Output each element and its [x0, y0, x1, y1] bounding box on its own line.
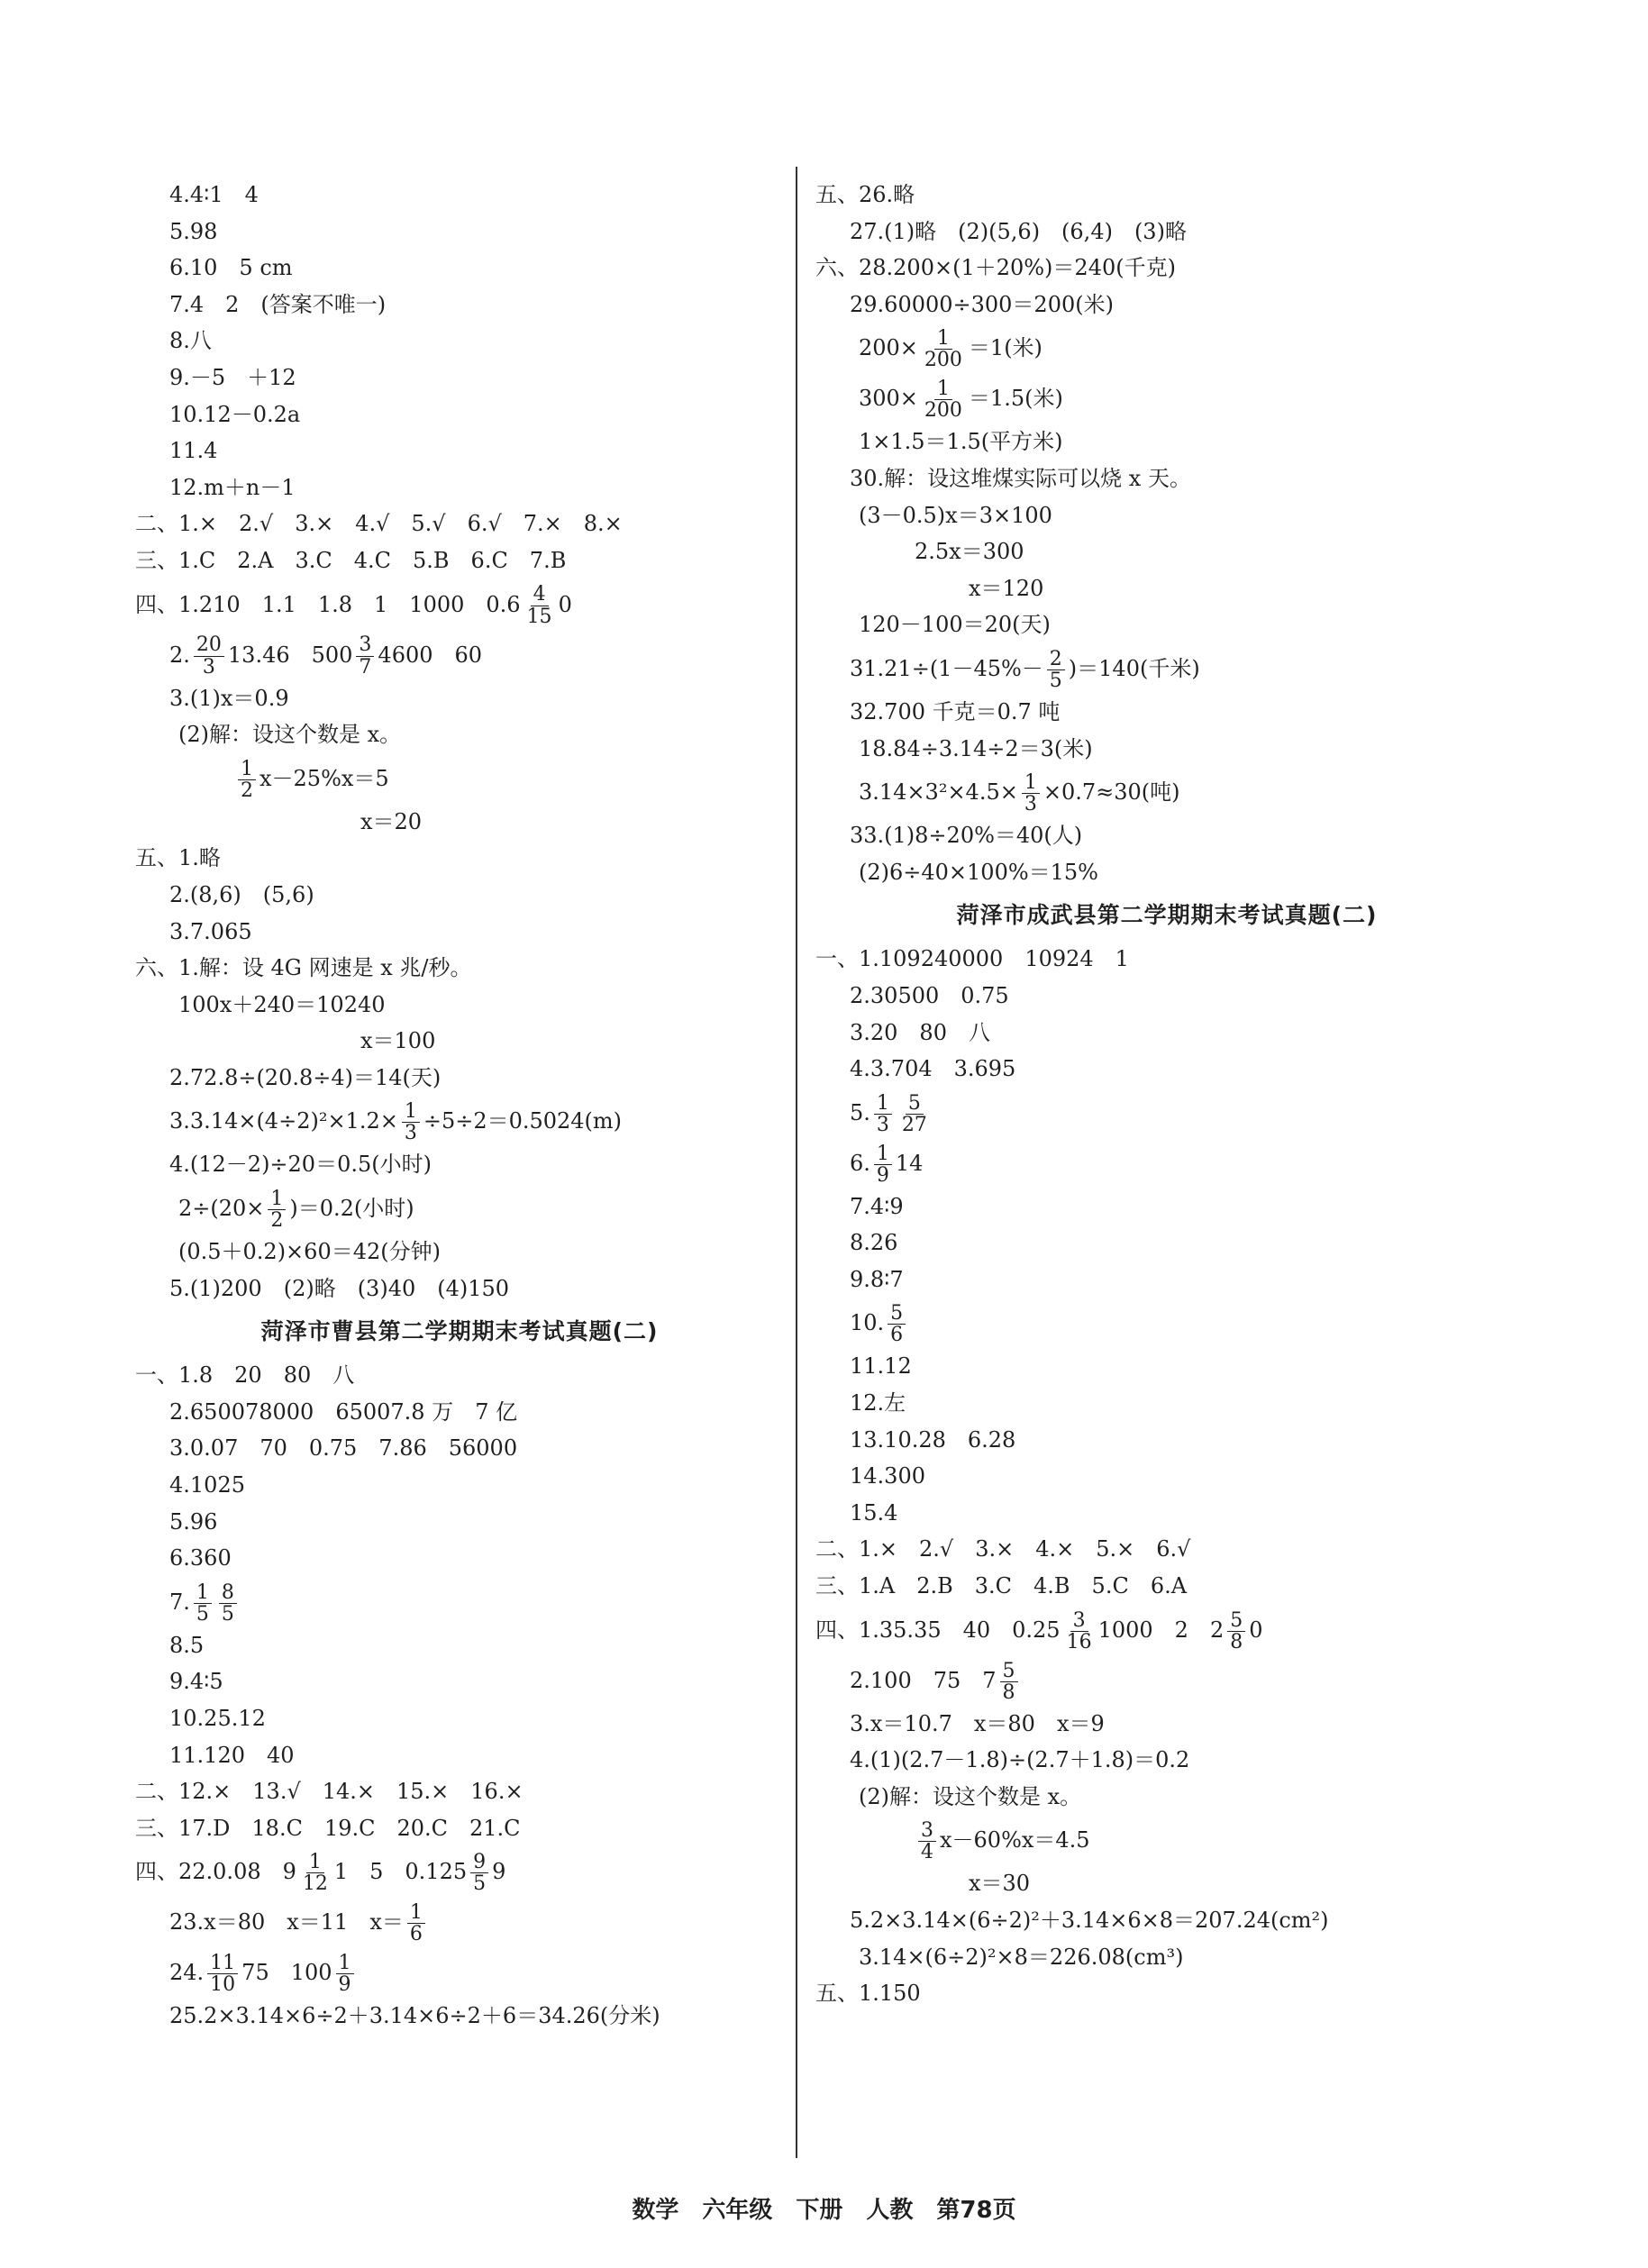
answer-line [135, 323, 784, 360]
answer-line [815, 1865, 1518, 1902]
answer-line [135, 987, 784, 1024]
answer-text: 11.120 40 [169, 1742, 295, 1768]
answer-line [815, 177, 1518, 214]
answer-line [135, 1627, 784, 1664]
answer-text: 33.(1)8÷20%＝40(人) [850, 823, 1083, 849]
answer-text: 二、12.× 13.√ 14.× 15.× 16.× [135, 1779, 524, 1805]
denominator: 3 [1024, 793, 1037, 816]
answer-text: 2.650078000 65007.8 万 7 亿 [169, 1398, 518, 1425]
answer-line [135, 506, 784, 542]
answer-line [135, 287, 784, 323]
answer-line [135, 1737, 784, 1774]
answer-line [135, 1146, 784, 1183]
answer-line [815, 1495, 1518, 1532]
answer-text: (0.5＋0.2)×60＝42(分钟) [178, 1239, 441, 1265]
answer-text: 13.46 500 [227, 642, 353, 668]
denominator: 10 [210, 1973, 236, 1997]
answer-line [815, 1348, 1518, 1385]
fraction [524, 584, 555, 626]
answer-text: 五、1.150 [815, 1981, 921, 2007]
denominator: 200 [924, 399, 962, 423]
answer-line [815, 606, 1518, 643]
fraction [874, 1093, 892, 1135]
numerator: 2 [1047, 649, 1065, 670]
denominator: 2 [241, 779, 253, 802]
answer-line [815, 1189, 1518, 1225]
answer-text: 五、1.略 [135, 845, 221, 871]
answer-text: )＝0.2(小时) [289, 1196, 414, 1222]
answer-text: 3.7.065 [169, 918, 252, 944]
answer-text: 3.x＝10.7 x＝80 x＝9 [850, 1710, 1105, 1736]
answer-text: 4600 60 [378, 642, 483, 668]
answer-text: 四、1.210 1.1 1.8 1 1000 0.6 [135, 591, 521, 617]
answer-line [815, 570, 1518, 607]
answer-text: x＝30 [969, 1871, 1031, 1897]
answer-text: 2.100 75 7 [850, 1667, 997, 1693]
answer-line [815, 817, 1518, 854]
answer-text: 10.25.12 [169, 1706, 266, 1731]
answer-text: 六、1.解：设 4G 网速是 x 兆/秒。 [135, 955, 472, 981]
answer-line [135, 1060, 784, 1097]
denominator: 8 [1002, 1681, 1015, 1704]
answer-text: 一、1.109240000 10924 1 [815, 946, 1129, 972]
denominator: 5 [473, 1872, 487, 1896]
fraction [1022, 772, 1040, 815]
answer-line [815, 1385, 1518, 1422]
answer-line [815, 731, 1518, 768]
numerator: 1 [1022, 772, 1040, 794]
answer-line [135, 1773, 784, 1810]
numerator: 3 [1070, 1610, 1088, 1632]
answer-text: 四、22.0.08 9 [135, 1859, 296, 1885]
answer-line [135, 877, 784, 914]
answer-text: 24. [169, 1960, 205, 1986]
answer-text: 8.5 [169, 1632, 205, 1658]
answer-line [135, 1023, 784, 1060]
denominator: 7 [359, 655, 372, 679]
answer-text: 4.1025 [169, 1472, 245, 1498]
answer-line [135, 1577, 784, 1627]
answer-text: 9.4∶5 [169, 1669, 223, 1695]
answer-text: (2)解：设这个数是 x。 [859, 1783, 1082, 1809]
answer-text: x－60%x＝4.5 [940, 1827, 1090, 1854]
numerator: 1 [874, 1143, 892, 1165]
answer-text: 5.2×3.14×(6÷2)²＋3.14×6×8＝207.24(cm²) [850, 1908, 1329, 1933]
denominator: 12 [302, 1872, 328, 1896]
numerator: 1 [238, 759, 256, 780]
answer-line [815, 287, 1518, 323]
answer-text: 12.左 [850, 1390, 906, 1416]
fraction [219, 1582, 237, 1625]
answer-line [135, 1096, 784, 1146]
answer-line [135, 1430, 784, 1467]
answer-line [135, 1271, 784, 1307]
answer-text: 5.96 [169, 1508, 218, 1535]
numerator: 9 [470, 1852, 488, 1873]
answer-line [135, 177, 784, 214]
answer-text: ＝1.5(米) [968, 386, 1063, 412]
denominator: 5 [221, 1602, 234, 1626]
answer-text: 4.3.704 3.695 [850, 1056, 1016, 1082]
denominator: 16 [1066, 1630, 1092, 1653]
answer-line [815, 1742, 1518, 1779]
answer-line [815, 1568, 1518, 1605]
answer-line [135, 1394, 784, 1431]
answer-text: ×0.7≈30(吨) [1043, 779, 1180, 806]
fraction [268, 1189, 286, 1231]
fraction [899, 1093, 930, 1135]
answer-text: 5.98 [169, 218, 218, 244]
answer-line [135, 1467, 784, 1504]
answer-text: 10.12－0.2a [169, 401, 301, 427]
answer-line [135, 1357, 784, 1394]
answer-text: (2)6÷40×100%＝15% [859, 859, 1098, 885]
answer-line [815, 373, 1518, 424]
answer-line [815, 854, 1518, 891]
fraction [238, 759, 256, 801]
answer-text: 3.14×3²×4.5× [859, 779, 1018, 806]
answer-line [815, 1975, 1518, 2012]
answer-line [815, 323, 1518, 373]
answer-text: 100x＋240＝10240 [178, 991, 386, 1017]
denominator: 6 [890, 1324, 904, 1347]
answer-text: 4.(1)(2.7－1.8)÷(2.7＋1.8)＝0.2 [850, 1747, 1190, 1773]
page-footer: 数学 六年级 下册 人教 第78页 [632, 2197, 1016, 2224]
answer-text: 3.3.14×(4÷2)²×1.2× [169, 1108, 398, 1134]
answer-line [815, 497, 1518, 534]
numerator: 1 [407, 1902, 425, 1924]
answer-text: 二、1.× 2.√ 3.× 4.× 5.× 6.√ [815, 1536, 1191, 1562]
section-heading [135, 1307, 784, 1357]
answer-text: 五、26.略 [815, 182, 915, 207]
answer-text: 32.700 千克＝0.7 吨 [850, 698, 1061, 724]
answer-text: 1 5 0.125 [333, 1859, 468, 1885]
fraction [1064, 1610, 1095, 1653]
answer-text: 12.m＋n－1 [169, 474, 296, 500]
answer-line [815, 1779, 1518, 1816]
answer-line [135, 1810, 784, 1847]
answer-line [135, 433, 784, 469]
numerator: 1 [934, 328, 952, 350]
answer-text: 三、1.A 2.B 3.C 4.B 5.C 6.A [815, 1573, 1188, 1599]
answer-column-right [815, 177, 1518, 2012]
answer-text: 75 100 [241, 1960, 332, 1986]
denominator: 2 [270, 1209, 284, 1233]
section-heading [815, 890, 1518, 941]
answer-text: 2.72.8÷(20.8÷4)＝14(天) [169, 1064, 442, 1090]
numerator: 1 [336, 1953, 354, 1974]
denominator: 6 [409, 1923, 423, 1946]
answer-line [135, 579, 784, 630]
answer-line [815, 1298, 1518, 1348]
answer-text: 2.30500 0.75 [850, 982, 1009, 1008]
answer-text: 3.14×(6÷2)²×8＝226.08(cm³) [859, 1944, 1184, 1970]
answer-text: ＝1(米) [968, 335, 1043, 361]
answer-text: 18.84÷3.14÷2＝3(米) [859, 735, 1093, 761]
fraction [922, 378, 965, 421]
answer-text: 9 [492, 1859, 506, 1885]
answer-line [135, 396, 784, 433]
answer-line [815, 941, 1518, 978]
fraction [407, 1902, 425, 1945]
answer-text: 15.4 [850, 1499, 898, 1526]
answer-line [135, 1504, 784, 1541]
answer-line [135, 1998, 784, 2035]
answer-line [815, 978, 1518, 1015]
answer-text: 120－100＝20(天) [859, 612, 1051, 638]
answer-text: 11.12 [850, 1353, 912, 1380]
numerator: 4 [531, 584, 549, 606]
answer-text: 6. [850, 1150, 870, 1176]
answer-line [815, 1458, 1518, 1495]
answer-text: 0 [558, 591, 572, 617]
fraction [1000, 1661, 1018, 1703]
answer-text: 3.20 80 八 [850, 1019, 990, 1045]
denominator: 4 [921, 1841, 933, 1864]
answer-line [815, 1262, 1518, 1298]
fraction [888, 1303, 906, 1345]
answer-text: 3.0.07 70 0.75 7.86 56000 [169, 1435, 518, 1462]
denominator: 5 [196, 1602, 209, 1626]
answer-text: 1×1.5＝1.5(平方米) [859, 429, 1063, 455]
answer-text: 4.(12－2)÷20＝0.5(小时) [169, 1152, 432, 1178]
answer-text: 一、1.8 20 80 八 [135, 1362, 355, 1389]
answer-line [135, 1183, 784, 1234]
answer-line [135, 1234, 784, 1271]
answer-text: 31.21÷(1－45%－ [850, 655, 1043, 681]
answer-text: 14.300 [850, 1463, 925, 1489]
answer-line [135, 630, 784, 680]
numerator: 1 [268, 1189, 286, 1210]
denominator: 15 [526, 605, 552, 628]
answer-text: 1000 2 2 [1097, 1617, 1225, 1643]
answer-text: 300× [859, 386, 918, 412]
answer-text: 7.4∶9 [850, 1193, 904, 1219]
answer-line [135, 214, 784, 250]
answer-text: 7.4 2 (答案不唯一) [169, 291, 387, 317]
answer-line [135, 250, 784, 287]
answer-line [135, 1846, 784, 1897]
answer-line [815, 533, 1518, 570]
answer-text: 9.8∶7 [850, 1266, 904, 1292]
answer-text: 菏泽市成武县第二学期期末考试真题(二) [956, 902, 1378, 929]
fraction [470, 1852, 488, 1894]
answer-text: 9.－5 ＋12 [169, 364, 296, 390]
answer-text: 6.10 5 cm [169, 255, 293, 281]
answer-line [135, 914, 784, 951]
fraction [402, 1101, 420, 1143]
answer-line [815, 1815, 1518, 1865]
numerator: 11 [207, 1953, 238, 1974]
answer-text: 25.2×3.14×6÷2＋3.14×6÷2＋6＝34.26(分米) [169, 2003, 660, 2029]
answer-text: 2÷(20× [178, 1196, 265, 1222]
numerator: 1 [874, 1093, 892, 1115]
fraction [922, 328, 965, 370]
denominator: 8 [1230, 1630, 1243, 1653]
answer-line [815, 214, 1518, 250]
numerator: 5 [906, 1093, 924, 1115]
answer-line [135, 716, 784, 753]
answer-text: x－25%x＝5 [259, 765, 389, 791]
answer-line [815, 767, 1518, 817]
numerator: 1 [402, 1101, 420, 1123]
answer-text: (3－0.5)x＝3×100 [859, 502, 1052, 528]
answer-line [135, 469, 784, 506]
answer-text: )＝140(千米) [1068, 655, 1200, 681]
denominator: 3 [202, 655, 215, 679]
fraction [874, 1143, 892, 1186]
denominator: 3 [404, 1122, 417, 1145]
fraction [356, 634, 374, 677]
numerator: 1 [934, 378, 952, 400]
answer-line [815, 1902, 1518, 1939]
answer-line [815, 643, 1518, 694]
fraction [918, 1820, 936, 1863]
fraction [194, 634, 224, 677]
numerator: 1 [306, 1852, 324, 1873]
answer-text: 三、1.C 2.A 3.C 4.C 5.B 6.C 7.B [135, 547, 567, 573]
answer-line [135, 1540, 784, 1577]
answer-line [815, 1939, 1518, 1976]
answer-text: 30.解：设这堆煤实际可以烧 x 天。 [850, 465, 1191, 491]
answer-line [135, 680, 784, 717]
answer-text: 8.八 [169, 328, 212, 354]
answer-text: x＝100 [360, 1028, 436, 1054]
answer-text: 四、1.35.35 40 0.25 [815, 1617, 1061, 1643]
answer-text: (2)解：设这个数是 x。 [178, 722, 402, 748]
answer-text: 11.4 [169, 438, 218, 464]
answer-line [815, 694, 1518, 731]
fraction [300, 1852, 331, 1894]
answer-line [815, 1605, 1518, 1655]
answer-text: 3.(1)x＝0.9 [169, 685, 289, 711]
answer-text: 200× [859, 335, 918, 361]
answer-text: 2. [169, 642, 190, 668]
answer-line [815, 1088, 1518, 1138]
answer-text: 8.26 [850, 1230, 898, 1256]
answer-text: ÷5÷2＝0.5024(m) [423, 1108, 623, 1134]
numerator: 3 [918, 1820, 936, 1842]
answer-text: 10. [850, 1310, 885, 1336]
denominator: 9 [338, 1973, 351, 1997]
answer-text: 菏泽市曹县第二学期期末考试真题(二) [260, 1318, 659, 1345]
answer-line [135, 804, 784, 841]
numerator: 8 [219, 1582, 237, 1604]
answer-text: 二、1.× 2.√ 3.× 4.√ 5.√ 6.√ 7.× 8.× [135, 511, 623, 537]
answer-line [135, 840, 784, 877]
answer-line [135, 950, 784, 987]
answer-line [135, 1700, 784, 1737]
answer-text: 29.60000÷300＝200(米) [850, 291, 1114, 317]
answer-line [815, 1015, 1518, 1052]
answer-text: 6.360 [169, 1545, 232, 1571]
answer-line [815, 250, 1518, 287]
denominator: 3 [876, 1113, 889, 1136]
answer-text: 0 [1249, 1617, 1263, 1643]
fraction [207, 1953, 238, 1995]
answer-line [815, 460, 1518, 497]
answer-line [135, 1947, 784, 1998]
answer-text: 27.(1)略 (2)(5,6) (6,4) (3)略 [850, 218, 1187, 244]
numerator: 5 [888, 1303, 906, 1325]
answer-text: 7. [169, 1589, 190, 1615]
column-divider [796, 167, 797, 2158]
answer-line [135, 753, 784, 804]
answer-text: 5. [850, 1099, 870, 1125]
answer-line [135, 360, 784, 396]
answer-text: 六、28.200×(1＋20%)＝240(千克) [815, 255, 1176, 281]
answer-line [815, 1706, 1518, 1743]
answer-text: 13.10.28 6.28 [850, 1426, 1016, 1453]
answer-text: 2.5x＝300 [915, 539, 1024, 565]
numerator: 5 [1000, 1661, 1018, 1682]
answer-column-left [135, 177, 784, 2035]
fraction [1227, 1610, 1245, 1653]
answer-text: 2.(8,6) (5,6) [169, 881, 314, 907]
answer-line [815, 1531, 1518, 1568]
denominator: 27 [901, 1113, 927, 1136]
fraction [336, 1953, 354, 1995]
denominator: 5 [1049, 669, 1062, 692]
answer-line [135, 1897, 784, 1947]
fraction [1047, 649, 1065, 691]
answer-text: 5.(1)200 (2)略 (3)40 (4)150 [169, 1275, 510, 1301]
answer-line [815, 1138, 1518, 1189]
answer-line [815, 424, 1518, 460]
answer-line [135, 542, 784, 579]
numerator: 5 [1227, 1610, 1245, 1632]
denominator: 9 [876, 1163, 889, 1187]
denominator: 200 [924, 349, 962, 372]
answer-line [135, 1663, 784, 1700]
answer-text: 23.x＝80 x＝11 x＝ [169, 1909, 404, 1936]
answer-text: 三、17.D 18.C 19.C 20.C 21.C [135, 1815, 521, 1841]
answer-line [815, 1051, 1518, 1088]
answer-text: 14 [895, 1150, 924, 1176]
answer-text: x＝120 [969, 575, 1044, 601]
numerator: 20 [194, 634, 224, 656]
answer-text: 4.4∶1 4 [169, 182, 259, 207]
numerator: 1 [194, 1582, 212, 1604]
fraction [194, 1582, 212, 1625]
numerator: 3 [356, 634, 374, 656]
answer-line [815, 1422, 1518, 1459]
answer-line [815, 1655, 1518, 1706]
answer-text: x＝20 [360, 808, 423, 834]
answer-line [815, 1225, 1518, 1262]
